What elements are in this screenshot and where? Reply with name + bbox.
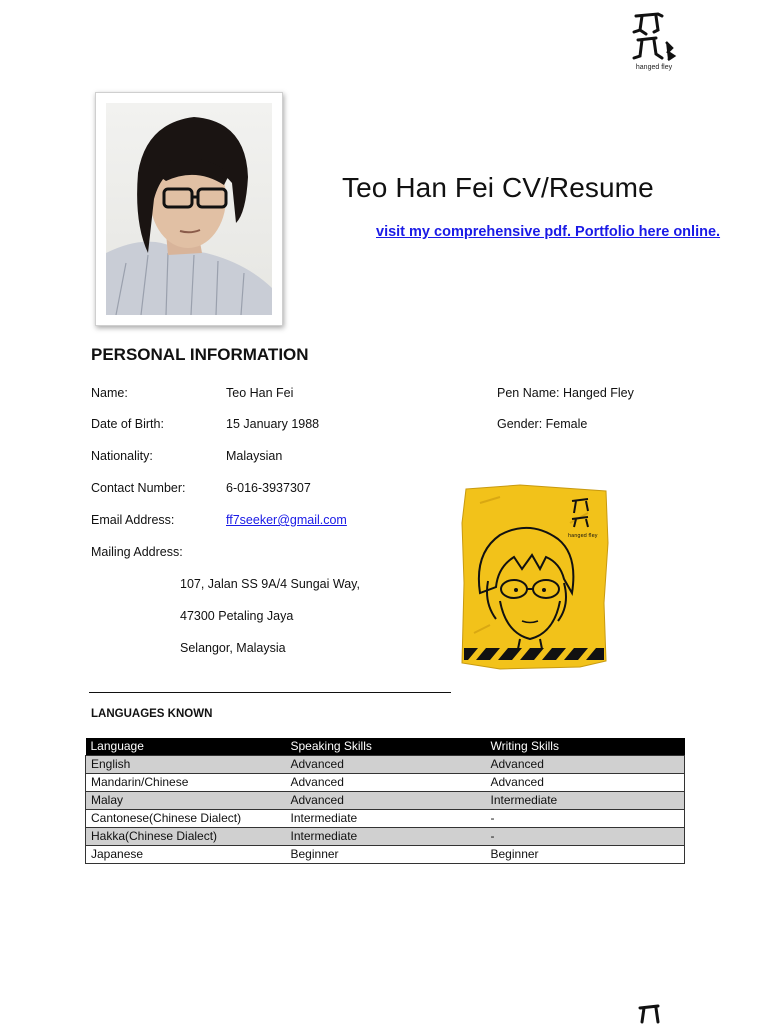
- profile-photo-icon: [106, 103, 272, 315]
- mailing-label: Mailing Address:: [91, 545, 183, 559]
- table-header: Speaking Skills: [286, 738, 486, 756]
- table-row: [86, 792, 685, 810]
- cartoon-caption: hanged fley: [568, 533, 598, 539]
- table-row: [86, 756, 685, 774]
- cartoon-avatar: [460, 483, 610, 671]
- table-cell: Intermediate: [286, 810, 486, 828]
- email-label: Email Address:: [91, 513, 175, 527]
- hanged-fley-logo-icon: [628, 10, 680, 66]
- name-value: Teo Han Fei: [226, 386, 294, 400]
- table-cell: Beginner: [486, 846, 685, 864]
- gender: Gender: Female: [497, 417, 588, 431]
- table-cell: Advanced: [486, 774, 685, 792]
- table-cell: Cantonese(Chinese Dialect): [86, 810, 286, 828]
- table-cell: Advanced: [486, 756, 685, 774]
- address-line-3: Selangor, Malaysia: [180, 641, 286, 655]
- name-label: Name:: [91, 386, 128, 400]
- logo-caption: hanged fley: [635, 64, 673, 71]
- table-row: [86, 774, 685, 792]
- table-row: [86, 828, 685, 846]
- table-cell: Intermediate: [286, 828, 486, 846]
- languages-table: [85, 738, 685, 864]
- languages-heading: LANGUAGES KNOWN: [91, 708, 213, 720]
- table-row: [86, 810, 685, 828]
- table-cell: English: [86, 756, 286, 774]
- email-link[interactable]: ff7seeker@gmail.com: [226, 513, 347, 527]
- table-header-row: [86, 738, 685, 756]
- table-cell: Beginner: [286, 846, 486, 864]
- footer-logo-icon: [634, 1002, 668, 1026]
- table-cell: Mandarin/Chinese: [86, 774, 286, 792]
- cartoon-avatar-icon: [460, 483, 610, 671]
- table-cell: Japanese: [86, 846, 286, 864]
- table-cell: Advanced: [286, 756, 486, 774]
- table-row: [86, 846, 685, 864]
- table-cell: -: [486, 810, 685, 828]
- address-line-2: 47300 Petaling Jaya: [180, 609, 294, 623]
- address-line-1: 107, Jalan SS 9A/4 Sungai Way,: [180, 577, 360, 591]
- pen-name: Pen Name: Hanged Fley: [497, 386, 634, 400]
- dob-value: 15 January 1988: [226, 417, 320, 431]
- table-header: Language: [86, 738, 286, 756]
- nationality-label: Nationality:: [91, 449, 153, 463]
- profile-photo: [95, 92, 283, 326]
- table-cell: Malay: [86, 792, 286, 810]
- page-title: Teo Han Fei CV/Resume: [342, 172, 654, 203]
- portfolio-link[interactable]: visit my comprehensive pdf. Portfolio here online.: [376, 224, 721, 240]
- dob-label: Date of Birth:: [91, 417, 164, 431]
- contact-value: 6-016-3937307: [226, 481, 311, 495]
- nationality-value: Malaysian: [226, 449, 283, 463]
- table-cell: Advanced: [286, 792, 486, 810]
- table-header: Writing Skills: [486, 738, 685, 756]
- table-cell: Advanced: [286, 774, 486, 792]
- table-cell: -: [486, 828, 685, 846]
- personal-info-heading: PERSONAL INFORMATION: [91, 345, 309, 364]
- section-divider: [89, 692, 451, 693]
- table-cell: Hakka(Chinese Dialect): [86, 828, 286, 846]
- contact-label: Contact Number:: [91, 481, 186, 495]
- table-cell: Intermediate: [486, 792, 685, 810]
